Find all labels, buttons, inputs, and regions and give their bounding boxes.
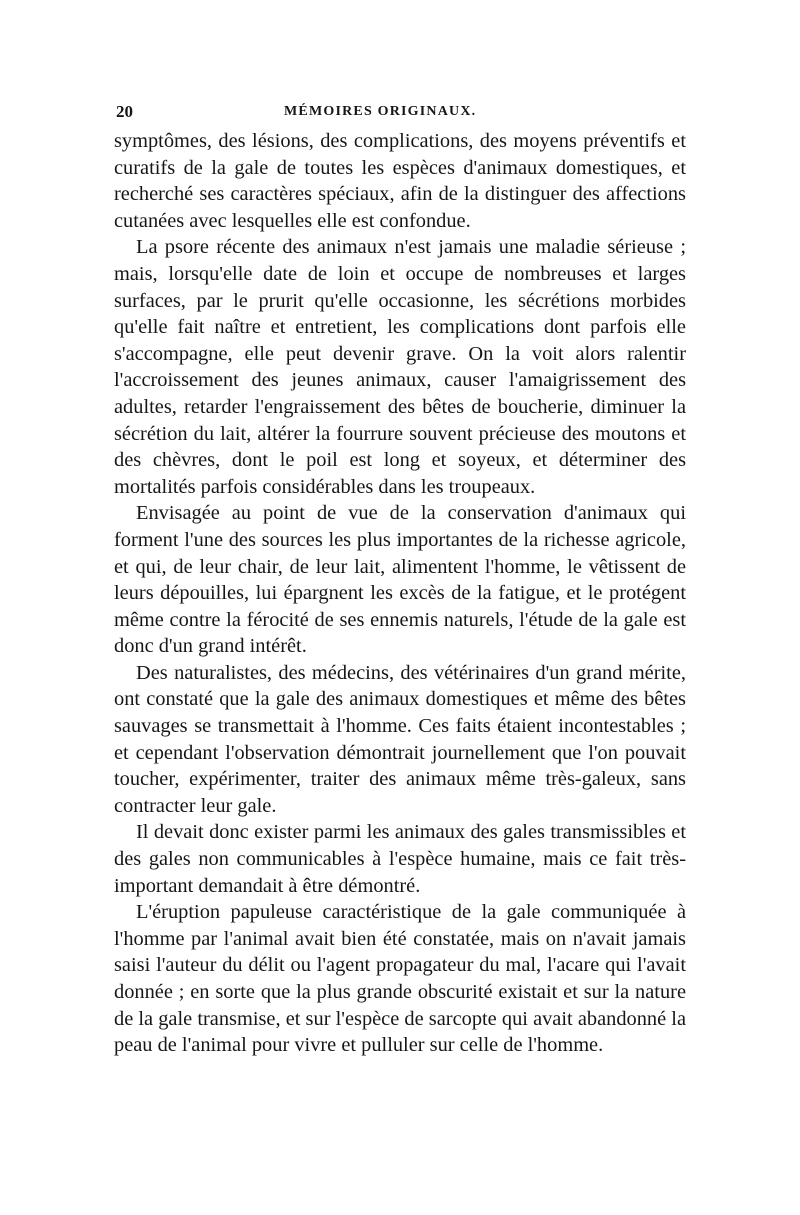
- page-number: 20: [116, 102, 133, 121]
- book-page: [114, 98, 686, 1059]
- paragraph-conservation: Envisagée au point de vue de la conservation d'animaux qui forment l'une des sources les plus importantes de la richesse agricole, et qui, de leur chair, de leur lait, alimentent l'homme, le vêtissent de leurs dépouilles, lui épargnent les excès de la fatigue, et le protégent même contre la férocité de ses ennemis naturels, l'étude de la gale est donc d'un grand intérêt.: [114, 502, 686, 658]
- paragraph-psore: La psore récente des animaux n'est jamais une maladie sérieuse ; mais, lorsqu'elle date de loin et occupe de nombreuses et larges surfaces, par le prurit qu'elle occasionne, les sécrétions morbides qu'elle fait naître et entretient, les complications dont parfois elle s'accompagne, elle peut devenir grave. On la voit alors ralentir l'accroissement des jeunes animaux, causer l'amaigrissement des adultes, retarder l'engraissement des bêtes de boucherie, diminuer la sécrétion du lait, altérer la fourrure souvent précieuse des moutons et des chèvres, dont le poil est long et soyeux, et déterminer des mortalités parfois considérables dans les troupeaux.: [114, 236, 686, 498]
- paragraph-naturalistes: Des naturalistes, des médecins, des vétérinaires d'un grand mérite, ont constaté que la gale des animaux domestiques et même des bêtes sauvages se transmettait à l'homme. Ces faits étaient incontestables ; et cependant l'observation démontrait journellement que l'on pouvait toucher, expérimenter, traiter des animaux même très-galeux, sans contracter leur gale.: [114, 661, 686, 817]
- body-text: [114, 128, 686, 1059]
- paragraph-continuation: symptômes, des lésions, des complications, des moyens préventifs et curatifs de la gale de toutes les espèces d'animaux domestiques, et recherché ses caractères spéciaux, afin de la distinguer des affections cutanées avec lesquelles elle est confondue.: [114, 130, 686, 232]
- page-header: [114, 98, 686, 128]
- running-title: MÉMOIRES ORIGINAUX.: [284, 104, 477, 119]
- paragraph-gales-transmissibles: Il devait donc exister parmi les animaux des gales transmissibles et des gales non communicables à l'espèce humaine, mais ce fait très-important demandait à être démontré.: [114, 821, 686, 897]
- paragraph-eruption: L'éruption papuleuse caractéristique de la gale communiquée à l'homme par l'animal avait bien été constatée, mais on n'avait jamais saisi l'auteur du délit ou l'agent propagateur du mal, l'acare qui l'avait donnée ; en sorte que la plus grande obscurité existait et sur la nature de la gale transmise, et sur l'espèce de sarcopte qui avait abandonné la peau de l'animal pour vivre et pulluler sur celle de l'homme.: [114, 901, 686, 1057]
